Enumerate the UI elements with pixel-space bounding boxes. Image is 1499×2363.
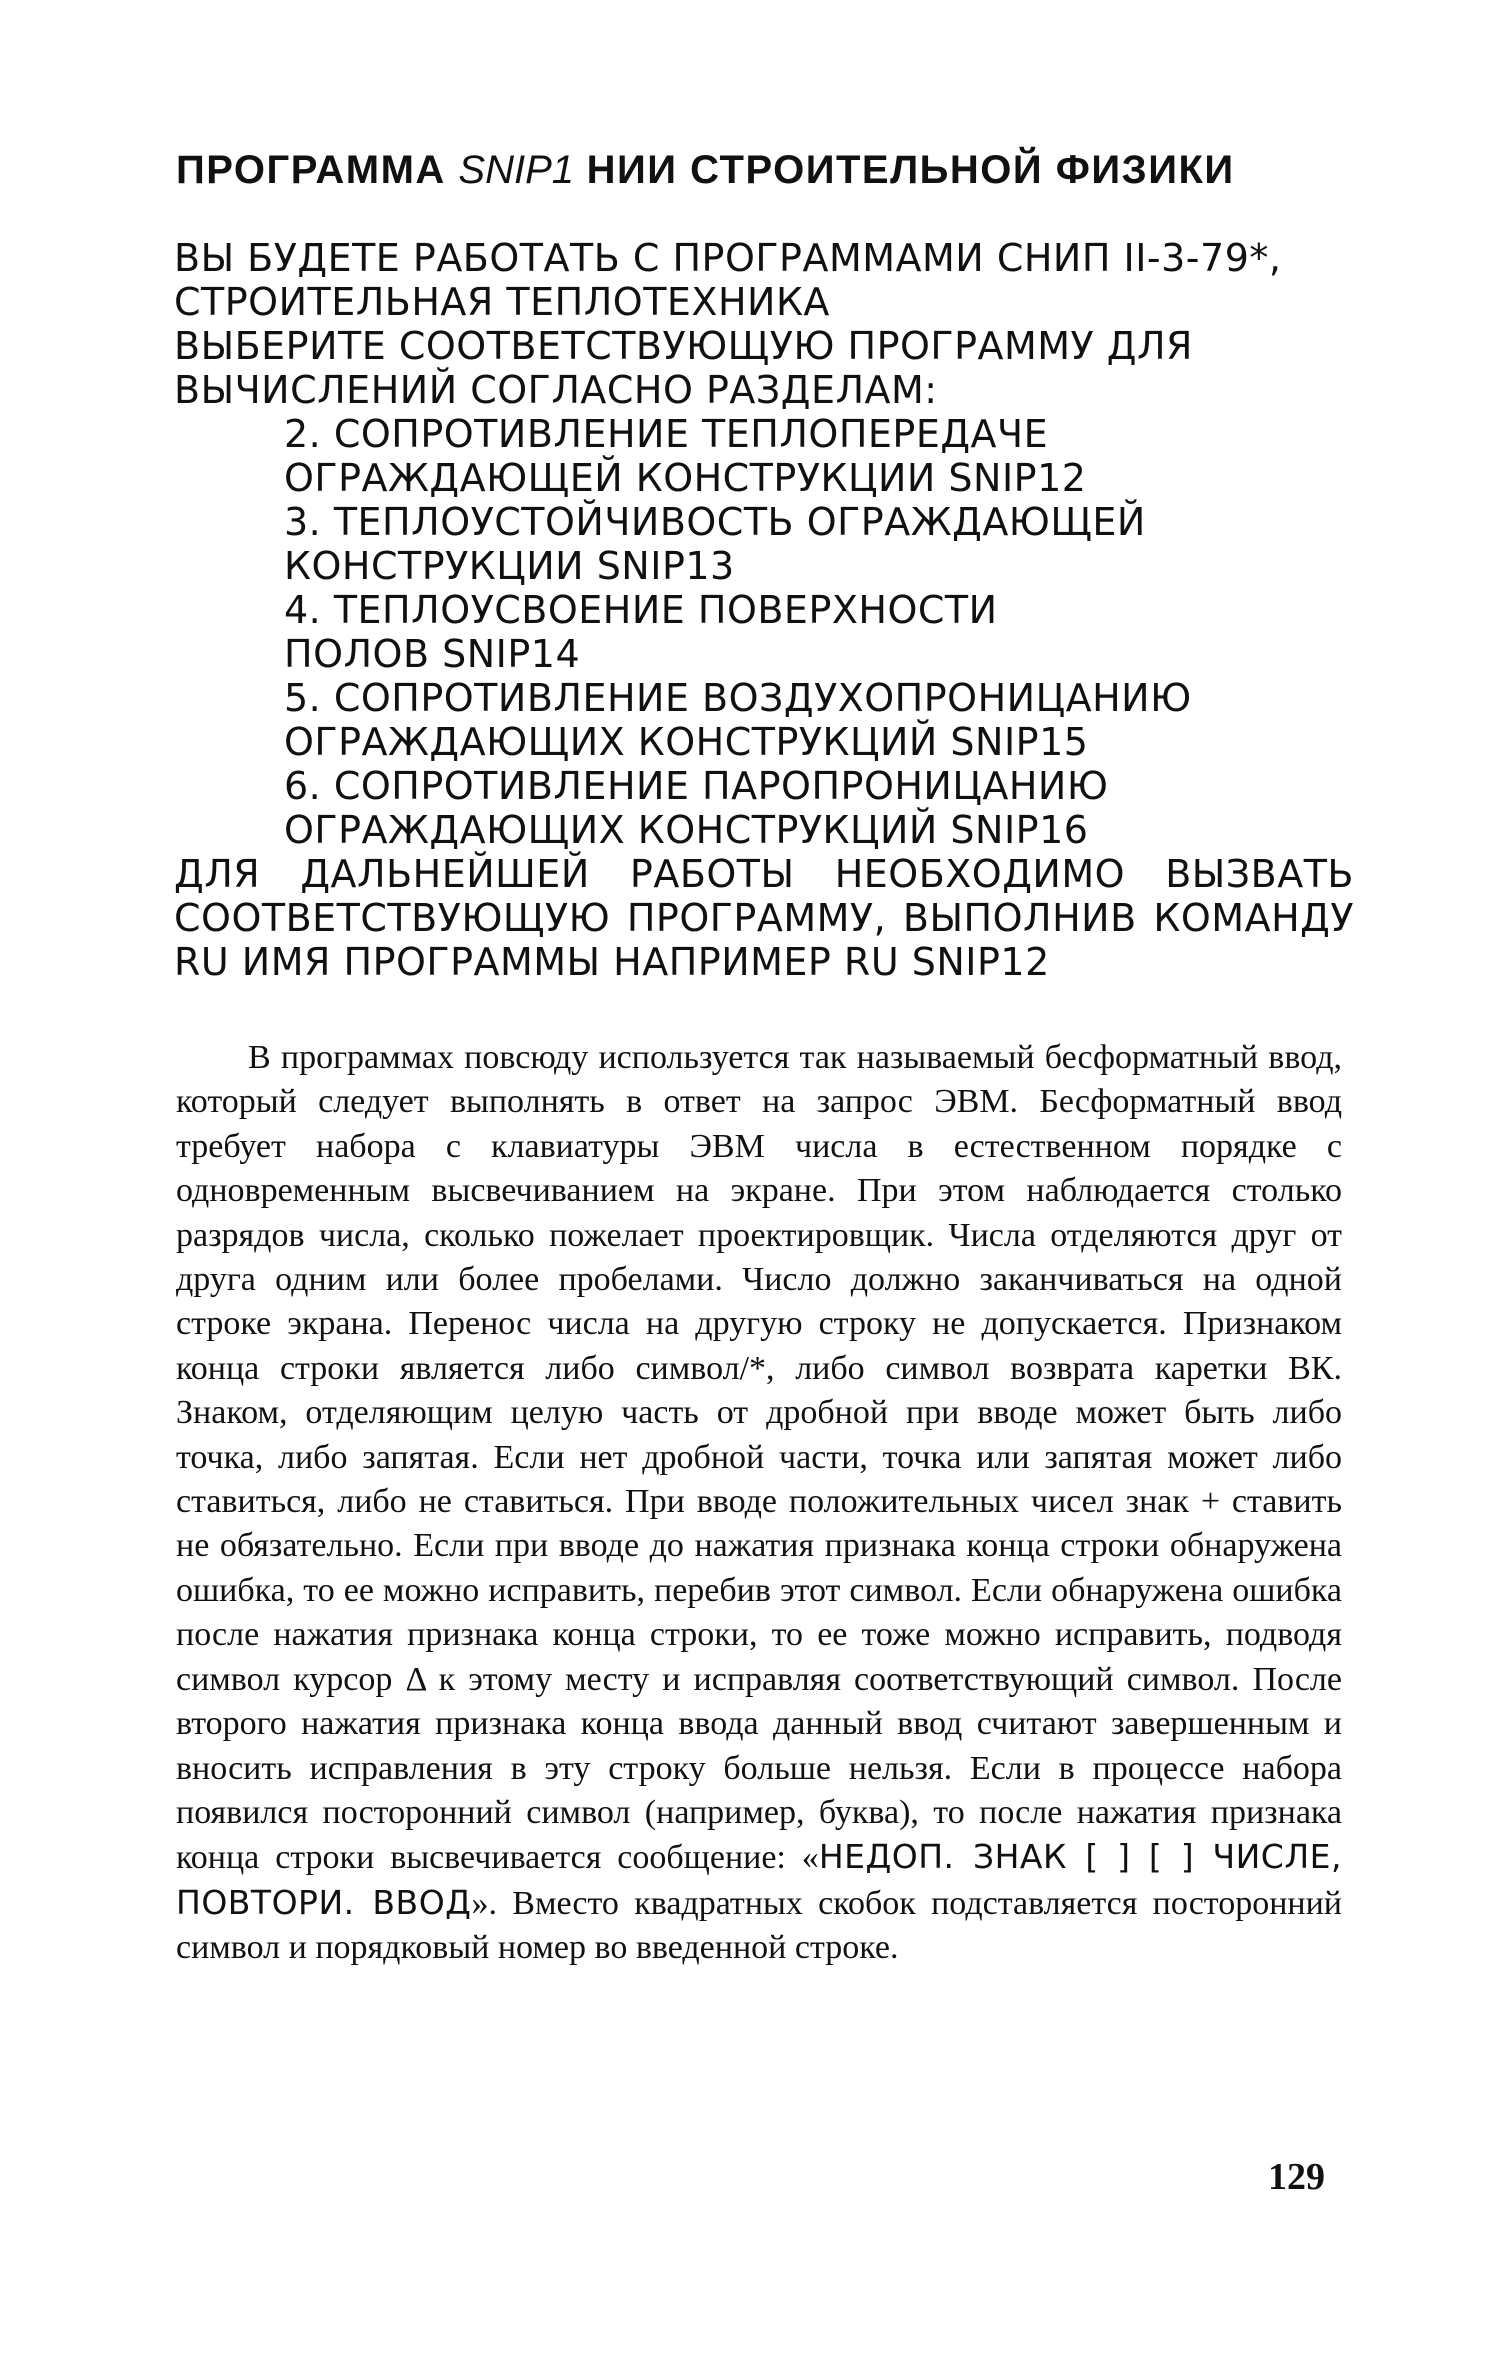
error-message-text: НЕДОП. ЗНАК [ ] [ ] ЧИСЛЕ, ПОВТОРИ. ВВОД: [176, 1837, 1342, 1922]
screen-line: 6. СОПРОТИВЛЕНИЕ ПАРОПРОНИЦАНИЮ: [284, 764, 1109, 808]
screen-line: ОГРАЖДАЮЩИХ КОНСТРУКЦИЙ SNIP15: [284, 720, 1089, 764]
body-paragraph: [176, 1036, 1342, 1971]
screen-line: ПОЛОВ SNIP14: [284, 632, 581, 676]
page-number: 129: [1268, 2156, 1325, 2198]
body-text-before: В программах повсюду используется так называемый бесформатный ввод, который следует выполнять в ответ на запрос ЭВМ. Бесформатный ввод требует набора с клавиатуры ЭВМ числа в естественном порядке с одновременным высвечиванием на экране. При этом наблюдается столько разрядов числа, сколько пожелает проектировщик. Числа отделяются друг от друга одним или более пробелами. Число должно заканчиваться на одной строке экрана. Перенос числа на другую строку не допускается. Признаком конца строки является либо символ/*, либо символ возврата каретки ВК. Знаком, отделяющим целую часть от дробной при вводе может быть либо точка, либо запятая. Если нет дробной части, точка или запятая может либо ставиться, либо не ставиться. При вводе положительных чисел знак + ставить не обязательно. Если при вводе до нажатия признака конца строки обнаружена ошибка, то ее можно исправить, перебив этот символ. Если обнаружена ошибка после нажатия признака конца строки, то ее тоже можно исправить, подводя символ курсор Δ к этому месту и исправляя соответствующий символ. После второго нажатия признака конца ввода данный ввод считают завершенным и вносить исправления в эту строку больше нельзя. Если в процессе набора появился посторонний символ (например, буква), то после нажатия признака конца строки высвечивается сообщение: «: [176, 1039, 1342, 1877]
screen-line: ОГРАЖДАЮЩИХ КОНСТРУКЦИЙ SNIP16: [284, 808, 1089, 852]
screen-line: СООТВЕТСТВУЮЩУЮ ПРОГРАММУ, ВЫПОЛНИВ КОМАНДУ: [174, 896, 1354, 940]
screen-line: 2. СОПРОТИВЛЕНИЕ ТЕПЛОПЕРЕДАЧЕ: [284, 412, 1049, 456]
screen-line: 3. ТЕПЛОУСТОЙЧИВОСТЬ ОГРАЖДАЮЩЕЙ: [284, 500, 1146, 544]
body-text-after: ». Вместо квадратных скобок подставляется посторонний символ и порядковый номер во введенной строке.: [176, 1884, 1342, 1967]
screen-line: ОГРАЖДАЮЩЕЙ КОНСТРУКЦИИ SNIP12: [284, 456, 1087, 500]
screen-line: КОНСТРУКЦИИ SNIP13: [284, 544, 735, 588]
screen-line: ВЫБЕРИТЕ СООТВЕТСТВУЮЩУЮ ПРОГРАММУ ДЛЯ: [174, 324, 1193, 368]
screen-line: ВЫЧИСЛЕНИЙ СОГЛАСНО РАЗДЕЛАМ:: [174, 368, 938, 412]
heading-suffix: НИИ СТРОИТЕЛЬНОЙ ФИЗИКИ: [586, 148, 1235, 192]
heading-prefix: ПРОГРАММА: [176, 148, 446, 192]
screen-line: 4. ТЕПЛОУСВОЕНИЕ ПОВЕРХНОСТИ: [284, 588, 998, 632]
screen-line: ДЛЯ ДАЛЬНЕЙШЕЙ РАБОТЫ НЕОБХОДИМО ВЫЗВАТЬ: [174, 852, 1354, 896]
program-screen-output: [174, 236, 1354, 984]
screen-line: 5. СОПРОТИВЛЕНИЕ ВОЗДУХОПРОНИЦАНИЮ: [284, 676, 1192, 720]
screen-line: ВЫ БУДЕТЕ РАБОТАТЬ С ПРОГРАММАМИ СНИП II-3-79*,: [174, 236, 1282, 280]
section-heading: [176, 148, 1336, 193]
screen-line: RU ИМЯ ПРОГРАММЫ НАПРИМЕР RU SNIP12: [174, 940, 1050, 984]
screen-line: СТРОИТЕЛЬНАЯ ТЕПЛОТЕХНИКА: [174, 280, 830, 324]
heading-program-name: SNIP1: [458, 148, 575, 192]
